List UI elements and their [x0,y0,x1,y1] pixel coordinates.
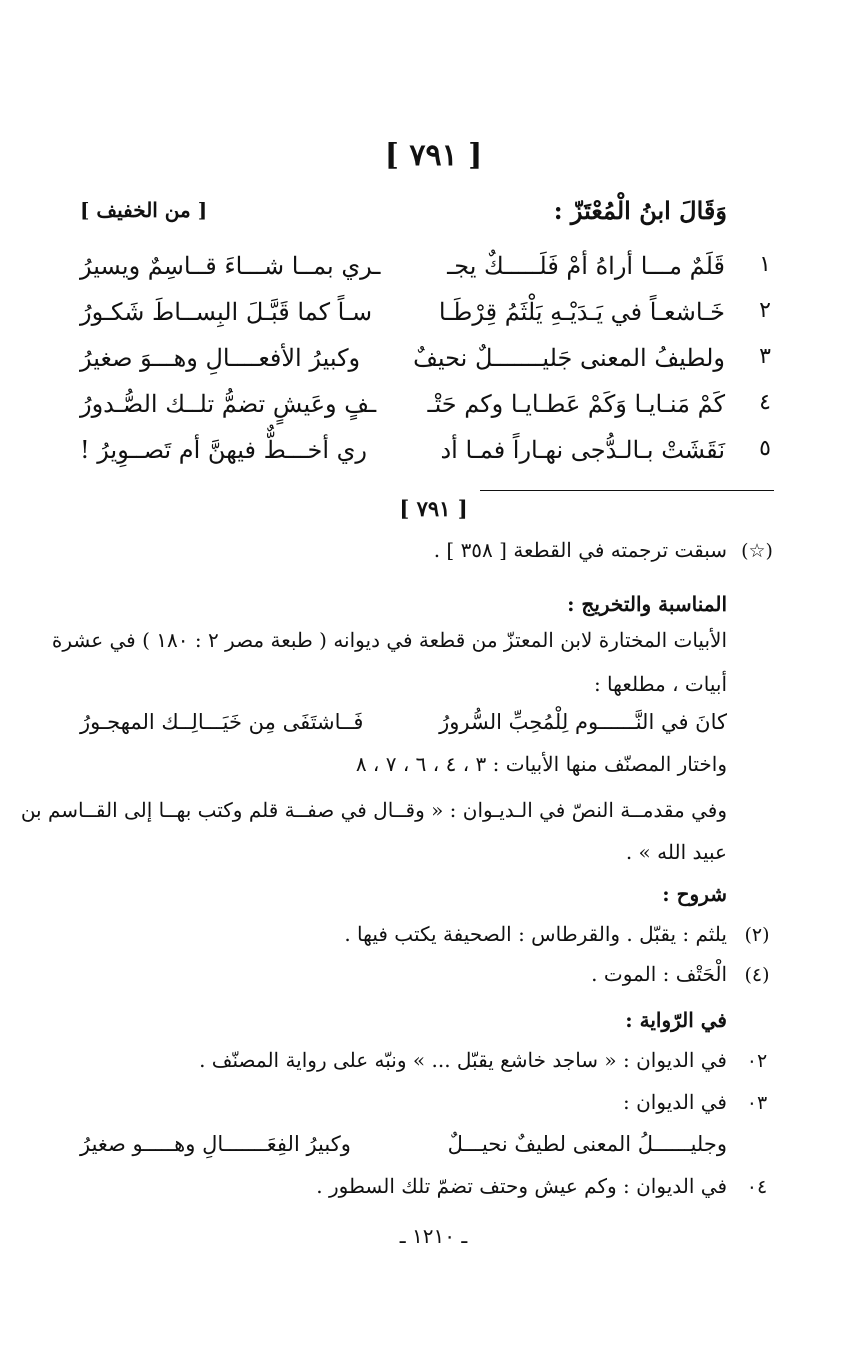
riwaya-text: في الديوان : وكم عيش وحتف تضمّ تلك السطور . [316,1174,727,1198]
verse-number: ٢ [759,298,771,323]
poem-number: [ ٧٩١ ] [384,138,483,173]
star-note: سبقت ترجمته في القطعة [ ٣٥٨ ] . [433,538,727,562]
verse-second-hemistich: ـفٍ وعَيشٍ تضمُّ تلــك الصُّـدورُ [80,390,377,418]
riwaya-mark: ٠٤ [746,1176,768,1198]
intro-paragraph-line: عبيد الله » . [625,840,727,864]
riwaya-mark: ٠٢ [746,1050,768,1072]
occasion-paragraph-line: أبيات ، مطلعها : [593,672,727,696]
riwaya-mark: ٠٣ [746,1092,768,1114]
verse-row [0,344,867,384]
verse-row [0,298,867,338]
poem-meter: [ من الخفيف ] [80,198,208,222]
poem-intro: وَقَالَ ابنُ الْمُعْتَزّ : [553,196,727,225]
verse-first-hemistich: نَقَشَتْ بـالـدُّجى نهـاراً فمـا أد [440,436,725,464]
verse-first-hemistich: قَلَمٌ مـــا أراهُ أمْ فَلَـــــكٌ يجـ [447,252,725,280]
gloss-mark: (٢) [744,924,770,946]
notes-number: [ ٧٩١ ] [399,496,468,521]
verse-first-hemistich: ولطيفُ المعنى جَليـــــــلٌ نحيفٌ [413,344,725,372]
glosses-title: شروح : [662,882,727,906]
gloss-text: يلثم : يقبّل . والقرطاس : الصحيفة يكتب فيها . [344,922,727,946]
verse-first-hemistich: خَـاشعـاً في يَـدَيْـهِ يَلْثَمُ قِرْطَـا [438,298,725,326]
riwaya-text: في الديوان : « ساجد خاشع يقبّل ... » ونبّه على رواية المصنّف . [199,1048,727,1072]
occasion-title: المناسبة والتخريج : [567,592,727,616]
verse-number: ١ [759,252,771,277]
riwaya-title: في الرّواية : [625,1008,727,1032]
page-number: ـ ١٢١٠ ـ [399,1224,468,1248]
riwaya-text: في الديوان : [623,1090,727,1114]
star-mark: (☆) [741,540,773,562]
riwaya-second-hemistich: وكبيرُ الفِعَـــــــالِ وهـــــو صغيرُ [80,1132,351,1156]
footnote-separator [480,490,774,491]
opening-second-hemistich: فَــاشتَفَى مِن خَيَـــالِــك المهجـورُ [80,710,364,734]
verse-second-hemistich: ري أخـــطٌّ فيهنَّ أم تَصــوِيرُ ! [80,436,367,464]
verse-number: ٥ [759,436,771,461]
verse-number: ٤ [759,390,771,415]
verse-first-hemistich: كَمْ مَنـايـا وَكَمْ عَطـايـا وكم حَتْـ [427,390,725,418]
opening-first-hemistich: كانَ في النَّــــــوم لِلْمُحِبِّ السُّرورُ [439,710,727,734]
occasion-paragraph-line: الأبيات المختارة لابن المعتزّ من قطعة في ديوانه ( طبعة مصر ٢ : ١٨٠ ) في عشرة [51,628,727,652]
riwaya-first-hemistich: وجليــــــلُ المعنى لطيفٌ نحيـــلٌ [447,1132,727,1156]
intro-paragraph-line: وفي مقدمــة النصّ في الـديـوان : « وقــال في صفــة قلم وكتب بهــا إلى القــاسم بن [20,798,727,822]
verse-second-hemistich: ـري بمــا شـــاءَ قــاسِمٌ ويسيرُ [80,252,381,280]
verse-row [0,436,867,476]
verse-row [0,252,867,292]
verse-row [0,390,867,430]
gloss-text: الْحَتْف : الموت . [591,962,727,986]
verse-second-hemistich: وكبيرُ الأفعــــالِ وهـــوَ صغيرُ [80,344,361,372]
verse-second-hemistich: سـاً كما قَبَّـلَ البِســاطَ شَكـورُ [80,298,373,326]
gloss-mark: (٤) [744,964,770,986]
chosen-verses: واختار المصنّف منها الأبيات : ٣ ، ٤ ، ٦ ، ٧ ، ٨ [355,752,727,776]
verse-number: ٣ [759,344,771,369]
